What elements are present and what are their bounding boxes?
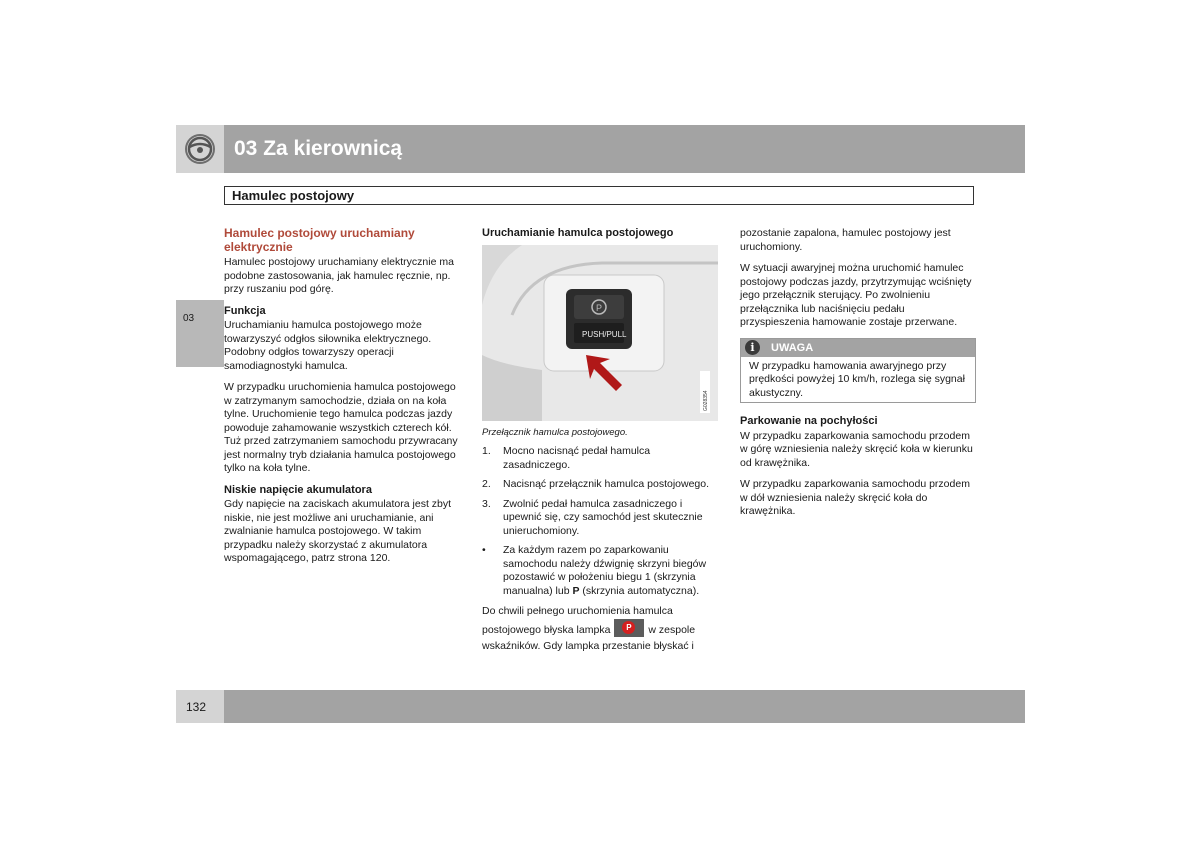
figure-caption: Przełącznik hamulca postojowego. — [482, 426, 628, 438]
parking-brake-lamp-icon: P — [614, 619, 644, 637]
slope-uphill-paragraph: W przypadku zaparkowania samochodu przodem w górę wzniesienia należy skręcić koła w kierunku od krawężnika. — [740, 429, 973, 469]
intro-paragraph: Hamulec postojowy uruchamiany elektrycznie ma podobne zastosowania, jak hamulec ręcznie, np. przy ruszaniu pod górę. — [224, 256, 454, 295]
bullet-text-b: (skrzynia automatyczna). — [579, 584, 700, 597]
parking-brake-switch-figure — [482, 245, 718, 421]
section-title: Hamulec postojowy — [232, 188, 355, 203]
heading-slope-parking: Parkowanie na pochyłości — [740, 415, 878, 427]
slope-downhill-paragraph: W przypadku zaparkowania samochodu przodem w dół wzniesienia należy skręcić koła do krawężnika. — [740, 478, 970, 517]
bullet-dot: • — [482, 544, 486, 556]
step-text: Zwolnić pedał hamulca zasadniczego i upewnić się, czy samochód jest skutecznie unieruchomiony. — [503, 497, 703, 537]
heading-electric-parking-brake: Hamulec postojowy uruchamiany elektrycznie — [224, 226, 415, 254]
low-battery-paragraph: Gdy napięcie na zaciskach akumulatora jest zbyt niskie, nie jest możliwe ani uruchamianie, ani zwalnianie hamulca postojowego. W takim przypadku należy skorzystać z akumulatora wspomagającego, patrz strona 120. — [224, 498, 452, 564]
brake-applied-paragraph: pozostanie zapalona, hamulec postojowy jest uruchomiony. — [740, 227, 951, 253]
steering-wheel-icon — [176, 125, 224, 173]
list-item — [482, 498, 718, 539]
chapter-side-tab-label: 03 — [183, 313, 195, 324]
bullet-bold-p: P — [572, 584, 580, 597]
note-box — [740, 338, 976, 404]
column-1 — [224, 227, 460, 574]
funkcja-paragraph-2: W przypadku uruchomienia hamulca postojowego w zatrzymanym samochodzie, działa on na koła tylne. Uruchomienie tego hamulca podczas jazdy powoduje zahamowanie wszystkich czterech kół. Tuż przed zatrzymaniem samochodu przywracany jest normalny tryb działania hamulca postojowego tylko na koła tylne. — [224, 381, 458, 474]
footer-bar — [176, 690, 1025, 723]
push-pull-label: PUSH/PULL — [582, 329, 627, 339]
step-text: Nacisnąć przełącznik hamulca postojowego. — [503, 478, 710, 490]
gear-position-bullet — [482, 544, 718, 598]
chapter-icon-box — [176, 125, 224, 173]
column-3 — [740, 227, 976, 527]
lamp-text-b: w zespole wskaźników. Gdy lampka przestanie błyskać i — [482, 624, 696, 652]
info-icon: i — [745, 340, 760, 355]
step-text: Mocno nacisnąć pedał hamulca zasadniczego. — [503, 445, 651, 471]
heading-low-battery: Niskie napięcie akumulatora — [224, 483, 372, 496]
svg-text:P: P — [596, 302, 603, 313]
warning-lamp-paragraph — [482, 603, 718, 654]
heading-funkcja: Funkcja — [224, 304, 266, 317]
bullet-text-a: Za każdym razem po zaparkowaniu samochodu należy dźwignię skrzyni biegów pozostawić w położeniu biegu 1 (skrzynia manualna) lub — [503, 544, 707, 597]
step-number: 2. — [482, 478, 491, 490]
list-item — [482, 445, 718, 472]
note-body: W przypadku hamowania awaryjnego przy prędkości powyżej 10 km/h, rozlega się sygnał akustyczny. — [749, 359, 965, 399]
page-number: 132 — [186, 700, 207, 714]
lamp-text-a: Do chwili pełnego uruchomienia hamulca postojowego błyska lampka — [482, 605, 673, 636]
note-header — [741, 339, 975, 357]
steps-list — [482, 445, 718, 538]
funkcja-paragraph-1: Uruchamianiu hamulca postojowego może towarzyszyć odgłos siłownika elektrycznego. Podobny odgłos towarzyszy operacji samodiagnostyki hamulca. — [224, 319, 432, 372]
step-number: 1. — [482, 445, 491, 457]
heading-activating-brake: Uruchamianie hamulca postojowego — [482, 227, 674, 239]
list-item — [482, 478, 718, 492]
chapter-side-tab — [176, 300, 224, 367]
emergency-paragraph: W sytuacji awaryjnej można uruchomić hamulec postojowy podczas jazdy, przytrzymując wciśnięty jego przełącznik sterujący. Po zwolnieniu przełącznika lub naciśnięciu pedału przyspieszenia hamowanie zostaje przerwane. — [740, 262, 972, 328]
parking-brake-switch-illustration — [482, 245, 718, 421]
chapter-title: 03 Za kierownicą — [234, 137, 403, 160]
figure-code: G028354 — [703, 389, 709, 411]
note-title: UWAGA — [771, 341, 814, 354]
step-number: 3. — [482, 497, 491, 510]
column-2 — [482, 227, 718, 662]
